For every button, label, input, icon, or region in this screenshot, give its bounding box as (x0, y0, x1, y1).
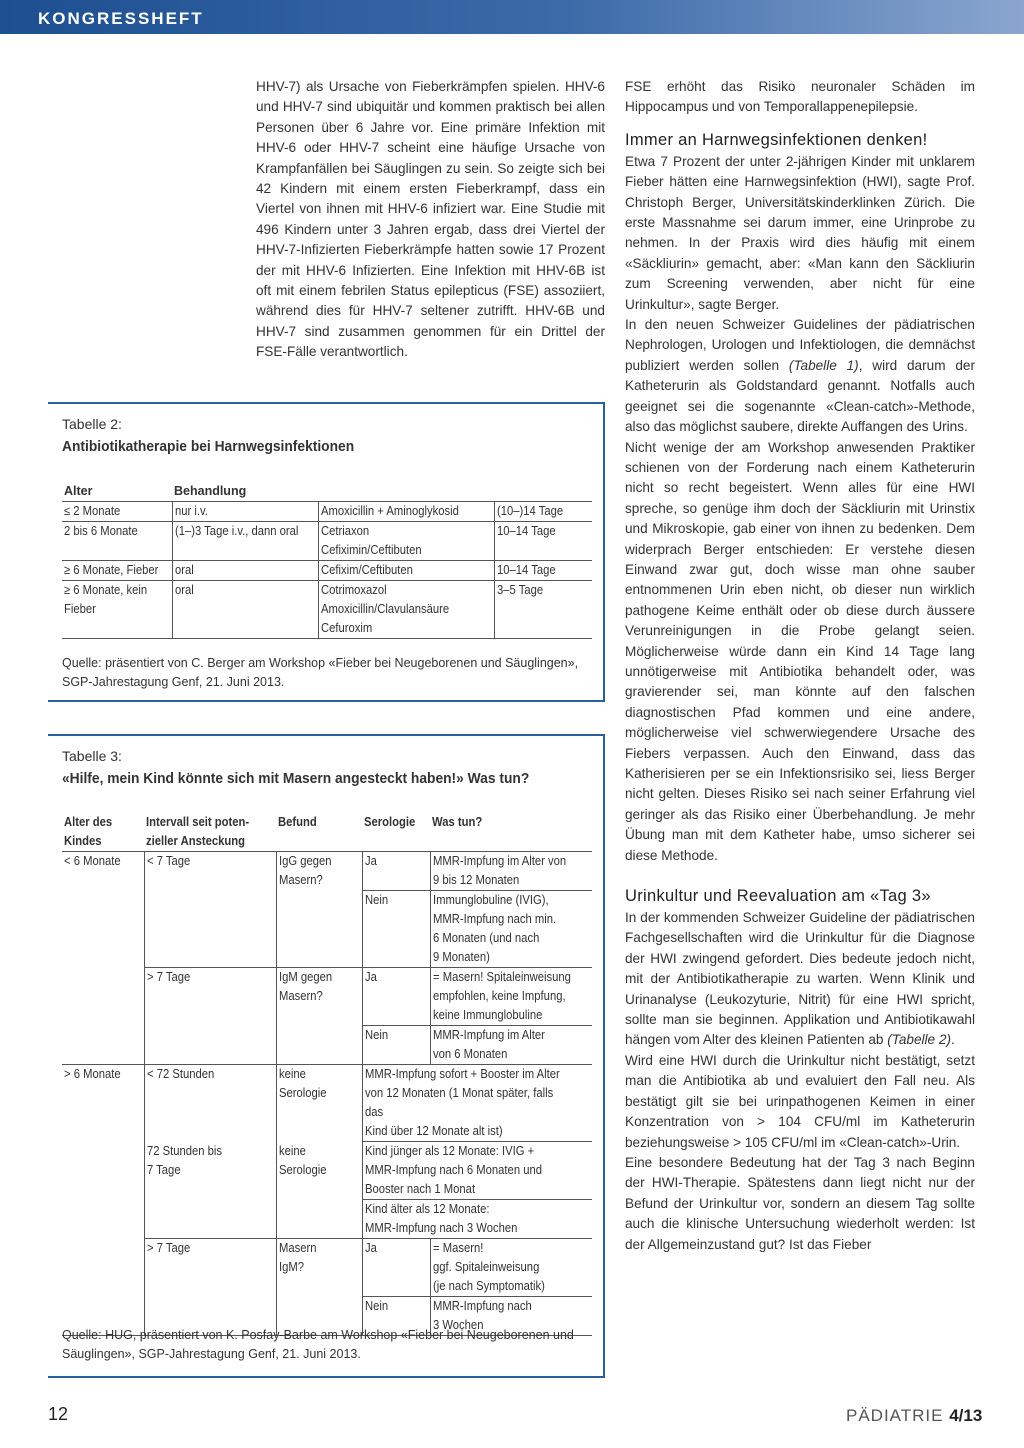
table-row (62, 581, 592, 639)
table-cell: keine Serologie (276, 1065, 362, 1142)
table-reference: (Tabelle 2) (887, 1032, 951, 1048)
section-title: KONGRESSHEFT (38, 9, 204, 28)
table-source: Quelle: HUG, präsentiert von K. Posfay-Barbe am Workshop «Fieber bei Neugeborenen und Säuglingen», SGP-Jahrestagung Genf, 21. Juni 2013. (62, 1328, 574, 1361)
antibiotics-table (62, 482, 592, 639)
right-column (625, 77, 975, 1255)
table-label: Tabelle 2: (62, 416, 122, 432)
table-cell: 2 bis 6 Monate (64, 524, 138, 538)
table-cell: > 7 Tage (144, 1239, 276, 1336)
table-source: Quelle: präsentiert von C. Berger am Workshop «Fieber bei Neugeborenen und Säuglingen», SGP-Jahrestagung Genf, 21. Juni 2013. (62, 656, 579, 689)
table-cell: MMR-Impfung sofort + Booster im Alter von 12 Monaten (1 Monat später, falls das Kind über 12 Monate alt ist) (362, 1065, 592, 1142)
column-header (318, 482, 494, 502)
issue-number: 4/13 (949, 1406, 983, 1425)
column-header (494, 482, 592, 502)
magazine-name: PÄDIATRIE 4/13 (846, 1406, 983, 1425)
column-header: Was tun? (432, 815, 483, 829)
table-cell: nur i.v. (172, 502, 318, 522)
table-cell: Cetriaxon Cefiximin/Ceftibuten (318, 522, 494, 561)
body-paragraph: In der kommenden Schweizer Guideline der pädiatrischen Fachgesellschaften wird die Urinkultur für die Diagnose der HWI zwingend gefordert. Dies bedeute jedoch nicht, mit der Antibiotikatherapie zu warten. Wenn Klinik und Urinanalyse (Leukozyturie, Nitrit) für eine HWI spricht, sollte man sie beginnen. Applikation und Antibiotikawahl hängen vom Alter des kleinen Patienten ab (Tabelle 2). (625, 910, 975, 1048)
table-cell: < 6 Monate (62, 852, 144, 1065)
table-cell: Nein (362, 891, 430, 968)
table-reference: (Tabelle 1) (788, 357, 859, 373)
body-paragraph: Nicht wenige der am Workshop anwesenden Praktiker schienen von der Forderung nach einem Katheterurin nicht so recht begeistert. Wenn alles für eine HWI spreche, so genüge ihm doch der Säckliurin mit Urinstix und Mikroskopie, gab einer von ihnen zu bedenken. Dem widerprach Berger entschieden: Er verstehe diesen Einwand zwar gut, doch wisse man ohne sauber entnommenen Urin eben nicht, ob dieser nun wirklich pathogene Keime enthält oder ob diese durch äussere Verunreinigungen in die Probe gelangt seien. Möglicherweise würde dann ein Kind 14 Tage lang unnötigerweise mit Antibiotika behandelt oder, was gravierender sei, man könnte auf den falschen diagnostischen Pfad kommen und eine andere, möglicherweise viel schwerwiegendere Ursache des Fiebers verpassen. Auch den Einwand, dass das Katherisieren per se ein Infektionsrisiko sei, liess Berger nicht gelten. Dieses Risiko sei nach seiner Erfahrung viel geringer als das Risiko einer Überbehandlung. Je mehr Übung man mit dem Katheter habe, umso sicherer sei diese Methode. (625, 439, 975, 863)
table-cell: 10–14 Tage (494, 522, 592, 561)
body-paragraph: In den neuen Schweizer Guidelines der pädiatrischen Nephrologen, Urologen und Infektiologen, die demnächst publiziert werden sollen (Tabelle 1), wird darum der Katheterurin als Goldstandard genannt. Notfalls auch geeignet sei die sogenannte «Clean-catch»-Methode, also das möglichst saubere, direkte Auffangen des Urins. (625, 317, 975, 435)
table-cell: MMR-Impfung nach 3 Wochen (430, 1297, 592, 1336)
body-paragraph: HHV-7) als Ursache von Fieberkrämpfen spielen. HHV-6 und HHV-7 sind ubiquitär und kommen praktisch bei allen Personen über 6 Jahre vor. Eine primäre Infektion mit HHV-6 oder HHV-7 scheint eine häufige Ursache von Krampfanfällen bei Säuglingen zu sein. So zeigte sich bei 42 Kindern mit einem ersten Fieberkrampf, dass ein Viertel von ihnen mit HHV-6 infiziert war. Eine Studie mit 496 Kindern unter 3 Jahren ergab, dass drei Viertel der HHV-7-Infizierten Fieberkrämpfe hatten sowie 17 Prozent der mit HHV-6 Infizierten. Eine Infektion mit HHV-6B ist oft mit einem febrilen Status epilepticus (FSE) assoziiert, während dies für HHV-7 seltener zutrifft. HHV-6B und HHV-7 sind zusammen genommen für ein Drittel der FSE-Fälle verantwortlich. (256, 79, 605, 360)
table-cell: Cotrimoxazol Amoxicillin/Clavulansäure Cefuroxim (318, 581, 494, 639)
table-cell: = Masern! Spitaleinweisung empfohlen, keine Impfung, keine Immunglobuline (430, 968, 592, 1026)
table-cell: Ja (362, 1239, 430, 1297)
table-cell: Ja (362, 852, 430, 891)
table-cell: (10–)14 Tage (494, 502, 592, 522)
column-header: Befund (278, 815, 317, 829)
measles-table (62, 813, 592, 1336)
table-title: «Hilfe, mein Kind könnte sich mit Masern angesteckt haben!» Was tun? (62, 770, 530, 787)
table-cell: > 7 Tage (144, 968, 276, 1065)
table-cell: Ja (362, 968, 430, 1026)
table-row (62, 852, 592, 891)
table-row (62, 522, 592, 561)
body-paragraph: FSE erhöht das Risiko neuronaler Schäden im Hippocampus und von Temporallappenepilepsie. (625, 79, 975, 115)
table-label: Tabelle 3: (62, 748, 122, 764)
body-paragraph: Eine besondere Bedeutung hat der Tag 3 nach Beginn der HWI-Therapie. Spätestens dann liegt nicht nur der Befund der Urinkultur vor, sondern an diesem Tag sollte auch die klinische Untersuchung wiederholt werden: Ist der Allgemeinzustand gut? Ist das Fieber (625, 1154, 975, 1252)
table-cell: ≥ 6 Monate, Fieber (64, 563, 159, 577)
table-cell: ≤ 2 Monate (64, 504, 121, 518)
body-paragraph: Wird eine HWI durch die Urinkultur nicht bestätigt, setzt man die Antibiotika ab und evaluiert den Fall neu. Als bestätigt gilt sie bei urinpathogenen Keimen in einer Konzentration von > 104 CFU/ml im Katheterurin beziehungsweise > 105 CFU/ml im «Clean-catch»-Urin. (625, 1052, 975, 1150)
table-2-box (48, 402, 605, 702)
table-cell: Nein (362, 1297, 430, 1336)
column-header: Intervall seit poten- zieller Ansteckung (146, 815, 250, 848)
table-3-box (48, 734, 605, 1378)
table-row (62, 502, 592, 522)
table-cell: < 72 Stunden (144, 1065, 276, 1142)
table-cell: Kind älter als 12 Monate: MMR-Impfung nach 3 Wochen (362, 1200, 592, 1239)
table-cell: IgM gegen Masern? (276, 968, 362, 1065)
table-row (62, 561, 592, 581)
table-cell: Cefixim/Ceftibuten (318, 561, 494, 581)
header-bar (0, 0, 1024, 34)
column-header: Alter des Kindes (64, 815, 113, 848)
table-cell: oral (172, 561, 318, 581)
table-cell: Amoxicillin + Aminoglykosid (318, 502, 494, 522)
table-cell: = Masern! ggf. Spitaleinweisung (je nach Symptomatik) (430, 1239, 592, 1297)
table-cell: < 7 Tage (144, 852, 276, 968)
table-cell: 10–14 Tage (494, 561, 592, 581)
column-header: Serologie (364, 815, 416, 829)
table-cell: MMR-Impfung im Alter von 6 Monaten (430, 1026, 592, 1065)
table-cell: ≥ 6 Monate, kein Fieber (64, 583, 148, 616)
page-number: 12 (48, 1404, 69, 1424)
table-cell: Immunglobuline (IVIG), MMR-Impfung nach min. 6 Monaten (und nach 9 Monaten) (430, 891, 592, 968)
table-cell: IgG gegen Masern? (276, 852, 362, 968)
table-cell: keine Serologie (276, 1142, 362, 1239)
left-column (256, 77, 605, 363)
table-cell: Kind jünger als 12 Monate: IVIG + MMR-Impfung nach 6 Monaten und Booster nach 1 Monat (362, 1142, 592, 1200)
table-cell: 72 Stunden bis 7 Tage (144, 1142, 276, 1239)
table-cell: MMR-Impfung im Alter von 9 bis 12 Monaten (430, 852, 592, 891)
table-cell: oral (172, 581, 318, 639)
column-header: Behandlung (174, 484, 247, 498)
table-cell: > 6 Monate (62, 1065, 144, 1336)
column-header: Alter (64, 484, 93, 498)
table-title: Antibiotikatherapie bei Harnwegsinfektionen (62, 438, 355, 455)
table-cell: (1–)3 Tage i.v., dann oral (172, 522, 318, 561)
subheading: Immer an Harnwegsinfektionen denken! (625, 130, 928, 149)
table-cell: Masern IgM? (276, 1239, 362, 1336)
table-cell: Nein (362, 1026, 430, 1065)
subheading: Urinkultur und Reevaluation am «Tag 3» (625, 887, 931, 906)
table-row (62, 1065, 592, 1142)
body-paragraph: Etwa 7 Prozent der unter 2-jährigen Kinder mit unklarem Fieber hätten eine Harnwegsinfektion (HWI), sagte Prof. Christoph Berger, Universitätskinderklinken Zürich. Die erste Massnahme sei darum immer, eine Urinprobe zu nehmen. In der Praxis wird dies häufig mit einem «Säckliurin» gemacht, aber: «Man kann den Säckliurin zum Screening verwenden, aber nicht für eine Urinkultur», sagte Berger. (625, 153, 975, 312)
table-cell: 3–5 Tage (494, 581, 592, 639)
